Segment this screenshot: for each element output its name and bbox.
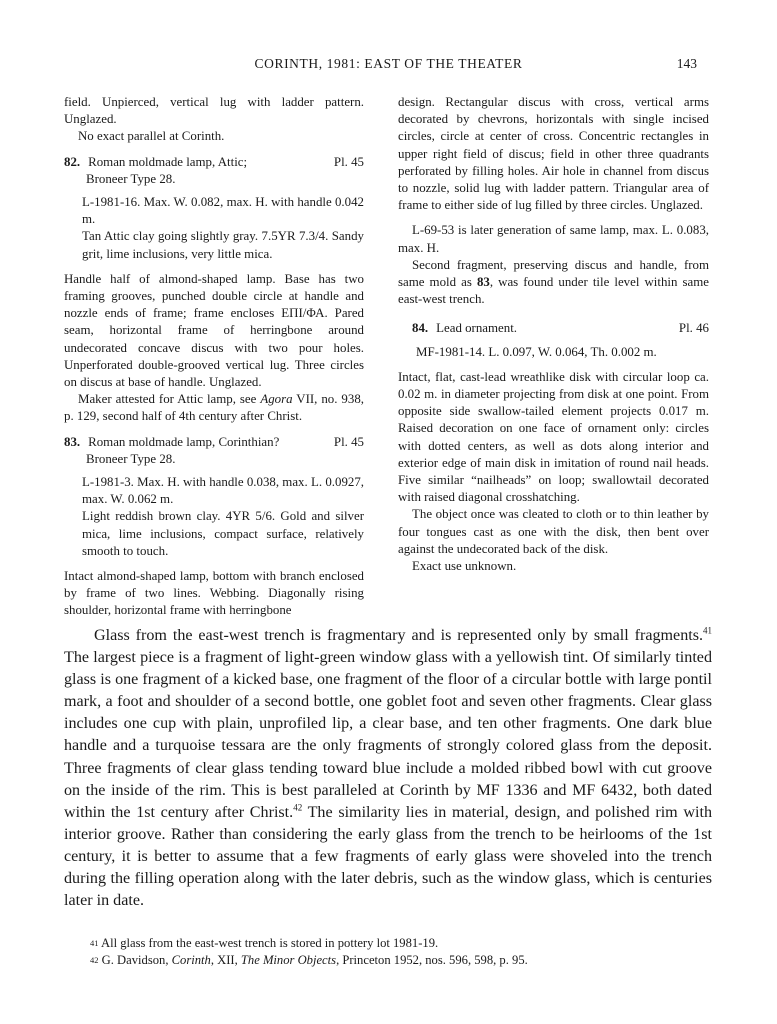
entry-description: Intact, flat, cast-lead wreathlike disk with circular loop ca. 0.02 m. in diameter projecting from disk at one point. From opposite side swallow-tailed element projects 0.017 m. Raised decoration on one face of ornament only: circles with dotted centers, as well as dots along interior and exterior edge of main disk in imitation of round nail heads. Five similar “nailheads” on loop; swallowtail decorated with raised diagonal crosshatching. <box>398 369 709 505</box>
catalog-entry-heading <box>64 434 364 451</box>
entry-measurements: MF-1981-14. L. 0.097, W. 0.064, Th. 0.002 m. <box>416 344 657 359</box>
entry-type: Broneer Type 28. <box>86 171 176 186</box>
paragraph <box>398 257 709 309</box>
right-column <box>398 94 709 575</box>
left-column <box>64 94 364 620</box>
footnote-42 <box>64 952 712 968</box>
footnote-marker: 42 <box>90 955 99 965</box>
body-paragraph <box>64 625 712 912</box>
entry-description: The object once was cleated to cloth or to thin leather by four tongues cast as one with the disk, then bent over against the undecorated back of the disk. <box>398 507 709 556</box>
footnote-text: All glass from the east-west trench is stored in pottery lot 1981-19. <box>100 936 439 950</box>
catalog-entry-heading <box>398 320 709 337</box>
footnote-ref[interactable]: 42 <box>293 802 303 813</box>
catalog-entry-heading <box>64 154 364 171</box>
entry-comment <box>64 391 364 425</box>
entry-title: Roman moldmade lamp, Attic; <box>88 154 248 169</box>
entry-description: Intact almond-shaped lamp, bottom with branch enclosed by frame of two lines. Webbing. Diagonally rising shoulder, horizontal frame with herringbone <box>64 569 364 618</box>
entry-fabric: Light reddish brown clay. 4YR 5/6. Gold and silver mica, lime inclusions, compact surface, relatively smooth to touch. <box>82 509 364 558</box>
plate-ref: Pl. 45 <box>333 154 364 169</box>
entry-title: Lead ornament. <box>436 321 518 336</box>
paragraph: field. Unpierced, vertical lug with ladder pattern. Unglazed. <box>64 95 364 127</box>
entry-fabric: Tan Attic clay going slightly gray. 7.5YR 7.3/4. Sandy grit, lime inclusions, very little mica. <box>82 229 364 261</box>
entry-measurements: L-1981-16. Max. W. 0.082, max. H. with handle 0.042 m. <box>82 195 364 227</box>
plate-ref: Pl. 46 <box>678 321 709 336</box>
footnote-ref[interactable]: 41 <box>703 625 712 636</box>
italic-run: Corinth <box>171 953 211 967</box>
text-run: Maker attested for Attic lamp, see <box>78 392 261 407</box>
plate-ref: Pl. 45 <box>333 434 364 449</box>
text-run: , was found under tile level within same east-west trench. <box>398 275 709 307</box>
text-run: , Princeton 1952, nos. 596, 598, p. 95. <box>336 953 528 967</box>
entry-number: 84. <box>412 321 429 336</box>
text-run: Second fragment, preserving discus and handle, from same mold as <box>398 257 709 290</box>
text-run: VII, no. 938, p. 129, second half of 4th century after Christ. <box>64 392 364 424</box>
page-number: 143 <box>676 56 697 71</box>
entry-type: Broneer Type 28. <box>86 451 176 466</box>
entry-description: Handle half of almond-shaped lamp. Base has two framing grooves, punched double circle at handle and nozzle ends of frame; frame encloses ΕΠΙ/ΦΑ. Pared seam, horizontal frame of herringbone around undecorated concave discus with two pour holes. Unperforated double-grooved vertical lug. Three circles on discus at base of handle. Unglazed. <box>64 271 364 390</box>
bold-run: 83 <box>476 275 490 290</box>
entry-number: 82. <box>64 154 81 169</box>
paragraph: No exact parallel at Corinth. <box>78 129 225 144</box>
text-run: The largest piece is a fragment of light-green window glass with a yellowish tint. Of similarly tinted glass is one fragment of a kicked base, one fragment of the floor of a circular bottle with large pontil mark, a foot and shoulder of a second bottle, one goblet foot and seven other fragments. Clear glass includes one cup with plain, unprofiled lip, a clear base, and ten other fragments. One dark blue handle and a turquoise tessara are the only fragments of strongly colored glass from the deposit. Three fragments of clear glass tending toward blue include a molded ribbed bowl with cut groove on the inside of the rim. This is best paralleled at Corinth by MF 1336 and MF 6432, both dated within the 1st century after Christ. <box>64 649 712 821</box>
running-head <box>0 56 777 76</box>
entry-number: 83. <box>64 434 81 449</box>
text-run: G. Davidson, <box>101 953 172 967</box>
entry-description: Exact use unknown. <box>412 559 517 574</box>
running-title: CORINTH, 1981: EAST OF THE THEATER <box>254 56 523 71</box>
italic-run: The Minor Objects <box>240 953 337 967</box>
text-run: The similarity lies in material, design, and polished rim with interior groove. Rather than considering the early glass from the trench to be heirlooms of the 1st century, it is better to assume that a few fragments of early glass were shoveled into the trench during the filling operation along with the later debris, such as the window glass, which is centuries later in date. <box>64 803 712 910</box>
entry-title: Roman moldmade lamp, Corinthian? <box>88 434 280 449</box>
footnote-41 <box>64 935 712 951</box>
entry-measurements: L-1981-3. Max. H. with handle 0.038, max. L. 0.0927, max. W. 0.062 m. <box>82 475 364 507</box>
paragraph: L-69-53 is later generation of same lamp, max. L. 0.083, max. H. <box>398 223 709 255</box>
italic-run: Agora <box>260 392 293 407</box>
footnote-marker: 41 <box>90 938 99 948</box>
paragraph: design. Rectangular discus with cross, vertical arms decorated by chevrons, horizontals with single incised circles, circle at center of cross. Concentric rectangles in upper right field of discus; field in other three quadrants perforated by filling holes. Air hole in channel from discus to nozzle, solid lug with ladder pattern. Triangular area of frame to either side of lug filled by three circles. Unglazed. <box>398 95 709 213</box>
text-run: , XII, <box>210 953 241 967</box>
text-run: Glass from the east-west trench is fragmentary and is represented only by small fragments. <box>94 627 703 644</box>
